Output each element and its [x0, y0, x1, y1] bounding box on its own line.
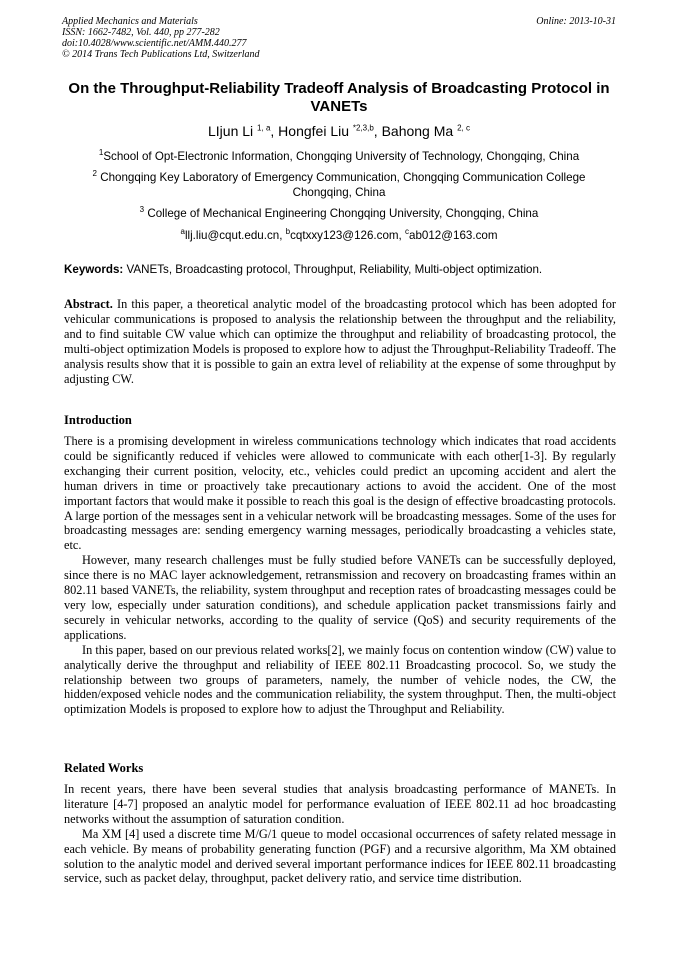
affiliation-text: School of Opt-Electronic Information, Chongqing University of Technology, Chongqing, China [103, 150, 580, 163]
keywords-label: Keywords: [64, 263, 124, 276]
affiliation-text: College of Mechanical Engineering Chongqing University, Chongqing, China [147, 207, 539, 220]
affiliation-mark: 3 [139, 205, 145, 215]
abstract [64, 297, 616, 386]
email-mark: c [405, 227, 410, 237]
paragraph: Ma XM [4] used a discrete time M/G/1 queue to model occasional occurrences of safety related message in each vehicle. By means of probability generating function (PGF) and a recursive algorithm, Ma XM obtained solution to the analytic model and derived several important performance indices for IEEE 802.11 broadcasting service, such as packet delay, throughput, packet delivery ratio, and service time distribution. [64, 826, 616, 886]
section-heading-related-works: Related Works [64, 761, 144, 775]
paragraph: In this paper, based on our previous related works[2], we mainly focus on contention window (CW) value to analytically derive the throughput and reliability of IEEE 802.11 Broadcasting prococol. So, we study the relationship between two groups of parameters, namely, the number of vehicle nodes, the CW, the hidden/exposed vehicle nodes and the communication reliability, the system throughput. Then, the multi-object optimization Models is proposed to explore how to adjust the Throughput and Reliability. [64, 642, 616, 717]
author-name: Bahong Ma [381, 123, 454, 139]
related-works-section [64, 782, 616, 886]
author-affil-mark: 2, c [457, 123, 470, 133]
paragraph: There is a promising development in wireless communications technology which indicates that road accidents could be significantly reduced if vehicles were allowed to communicate with each other[1-3]. By regularly exchanging their current position, velocity, etc., vehicles could predict an upcoming accident and alert the human drivers in time or proactively take precautionary actions to avoid the accident. One of the most important factors that would make it possible to reach this goal is the design of effective broadcasting protocols. A large portion of the messages sent in a vehicular network will be broadcasting messages. Some of the uses for broadcasting messages are: sending emergency warning messages, periodically broadcasting a vehicles state, etc. [64, 434, 616, 553]
copyright-line: © 2014 Trans Tech Publications Ltd, Switzerland [62, 49, 260, 60]
online-date: Online: 2013-10-31 [536, 16, 616, 27]
email-mark: a [180, 227, 185, 237]
keywords [64, 262, 616, 277]
email-mark: b [285, 227, 291, 237]
section-heading-introduction: Introduction [64, 413, 132, 427]
author-name: Hongfei Liu [278, 123, 349, 139]
author-list: LIjun Li $^{1, a}$, Hongfei Liu $^{*2,3,b}$, Bahong Ma $^{2, c}$ [208, 123, 470, 139]
doi-line: doi:10.4028/www.scientific.net/AMM.440.277 [62, 38, 247, 49]
affiliation-mark: 2 [92, 169, 97, 179]
paragraph: In recent years, there have been several studies that analysis broadcasting performance of MANETs. In literature [4-7] proposed an analytic model for performance evaluation of IEEE 802.11 ad hoc broadcasting networks without the assumption of saturation condition. [64, 782, 616, 826]
journal-name: Applied Mechanics and Materials [62, 16, 198, 27]
author-affil-mark: *2,3,b [352, 123, 374, 133]
author-name: LIjun Li [208, 123, 254, 139]
author-affil-mark: 1, a [257, 123, 271, 133]
introduction-section [64, 434, 616, 717]
email-list [62, 228, 616, 243]
abstract-text: In this paper, a theoretical analytic model of the broadcasting protocol which has been adopted for vehicular communications is proposed to analysis the relationship between the throughput and the reliability, and to find suitable CW value which can optimize the throughput and reliability of broadcasting protocol, the multi-object optimization Models is proposed to explore how to adjust the Throughput-Reliability Tradeoff. The analysis results show that it is possible to gain an extra level of reliability at the expense of some throughput by adjusting CW. [64, 297, 616, 386]
issn-line: ISSN: 1662-7482, Vol. 440, pp 277-282 [62, 27, 220, 38]
affiliation-mark: 1 [98, 148, 104, 158]
affiliation-3 [62, 206, 616, 221]
paragraph: However, many research challenges must be fully studied before VANETs can be successfully deployed, since there is no MAC layer acknowledgement, retransmission and recovery on broadcasting frames within an 802.11 based VANETs, the reliability, system throughput and reception rates of broadcasting messages could be very low, especially under saturation conditions), and schedule application packet transmissions fairly and securely in vehicular networks, according to the quality of service (QoS) and security requirements of the applications. [64, 553, 616, 642]
paper-title: On the Throughput-Reliability Tradeoff Analysis of Broadcasting Protocol in VANETs [68, 80, 610, 115]
affiliation-2 [62, 170, 616, 200]
abstract-label: Abstract. [64, 297, 113, 311]
email-address: llj.liu@cqut.edu.cn, [184, 229, 283, 242]
email-address: ab012@163.com [409, 229, 498, 242]
keywords-text: VANETs, Broadcasting protocol, Throughput, Reliability, Multi-object optimization. [126, 263, 543, 276]
journal-header [62, 16, 616, 60]
affiliation-1 [62, 149, 616, 164]
affiliation-text: Chongqing Key Laboratory of Emergency Communication, Chongqing Communication College Chongqing, China [100, 171, 586, 199]
email-address: cqtxxy123@126.com, [290, 229, 402, 242]
